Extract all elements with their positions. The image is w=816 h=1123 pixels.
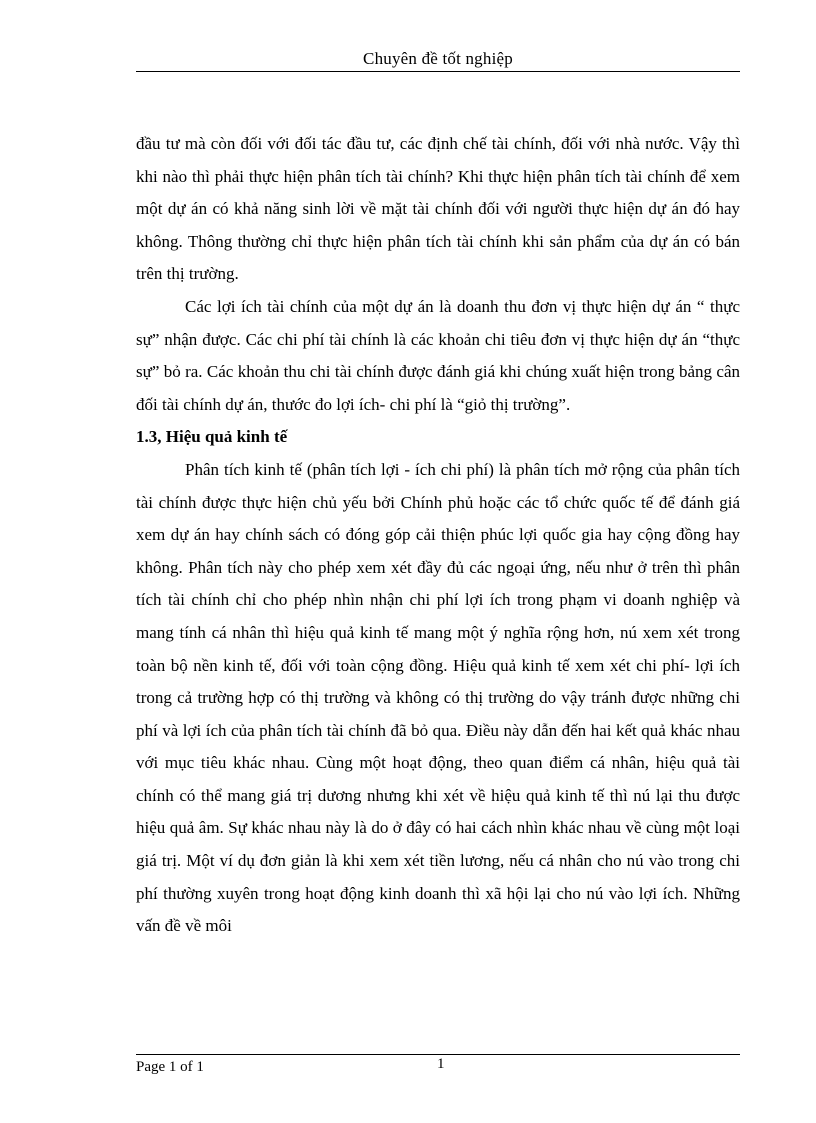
header-divider xyxy=(136,71,740,72)
footer-page-label: Page 1 of 1 xyxy=(136,1059,204,1075)
footer-page-number: 1 xyxy=(437,1056,445,1072)
paragraph-financial-benefits: Các lợi ích tài chính của một dự án là doanh thu đơn vị thực hiện dự án “ thực sự” nhận được. Các chi phí tài chính là các khoản chi tiêu đơn vị thực hiện dự án “thực sự” bỏ ra. Các khoản thu chi tài chính được đánh giá khi chúng xuất hiện trong bảng cân đối tài chính dự án, thước đo lợi ích- chi phí là “giỏ thị trường”. xyxy=(136,296,740,414)
page-header-title: Chuyên đề tốt nghiệp xyxy=(363,49,513,68)
footer-divider xyxy=(136,1054,740,1055)
paragraph-continuation: đầu tư mà còn đối với đối tác đầu tư, các định chế tài chính, đối với nhà nước. Vậy thì khi nào thì phải thực hiện phân tích tài chính? Khi thực hiện phân tích tài chính để xem một dự án có khả năng sinh lời về mặt tài chính đối với người thực hiện dự án đó hay không. Thông thường chỉ thực hiện phân tích tài chính khi sản phẩm của dự án có bán trên thị trường. xyxy=(136,134,740,284)
section-heading: 1.3, Hiệu quả kinh tế xyxy=(136,427,288,447)
paragraph-economic-analysis: Phân tích kinh tế (phân tích lợi - ích chi phí) là phân tích mở rộng của phân tích tài chính được thực hiện chủ yếu bởi Chính phủ hoặc các tổ chức quốc tế để đánh giá xem dự án hay chính sách có đóng góp cải thiện phúc lợi quốc gia hay cộng đồng hay không. Phân tích này cho phép xem xét đầy đủ các ngoại ứng, nếu như ở trên thì phân tích tài chính chỉ cho phép nhìn nhận chi phí lợi ích trong phạm vi doanh nghiệp và mang tính cá nhân thì hiệu quả kinh tế mang một ý nghĩa rộng hơn, nú xem xét trong toàn bộ nền kinh tế, đối với toàn cộng đồng. Hiệu quả kinh tế xem xét chi phí- lợi ích trong cả trường hợp có thị trường và không có thị trường do vậy tránh được những chi phí và lợi ích của phân tích tài chính đã bỏ qua. Điều này dẫn đến hai kết quả khác nhau với mục tiêu khác nhau. Cùng một hoạt động, theo quan điểm cá nhân, hiệu quả tài chính có thể mang giá trị dương nhưng khi xét về hiệu quả kinh tế thì nú lại thu được hiệu quả âm. Sự khác nhau này là do ở đây có hai cách nhìn khác nhau về cùng một loại giá trị. Một ví dụ đơn giản là khi xem xét tiền lương, nếu cá nhân cho nú vào trong chi phí thường xuyên trong hoạt động kinh doanh thì xã hội lại cho nú vào lợi ích. Những vấn đề về môi xyxy=(136,459,740,936)
document-body xyxy=(136,128,740,943)
